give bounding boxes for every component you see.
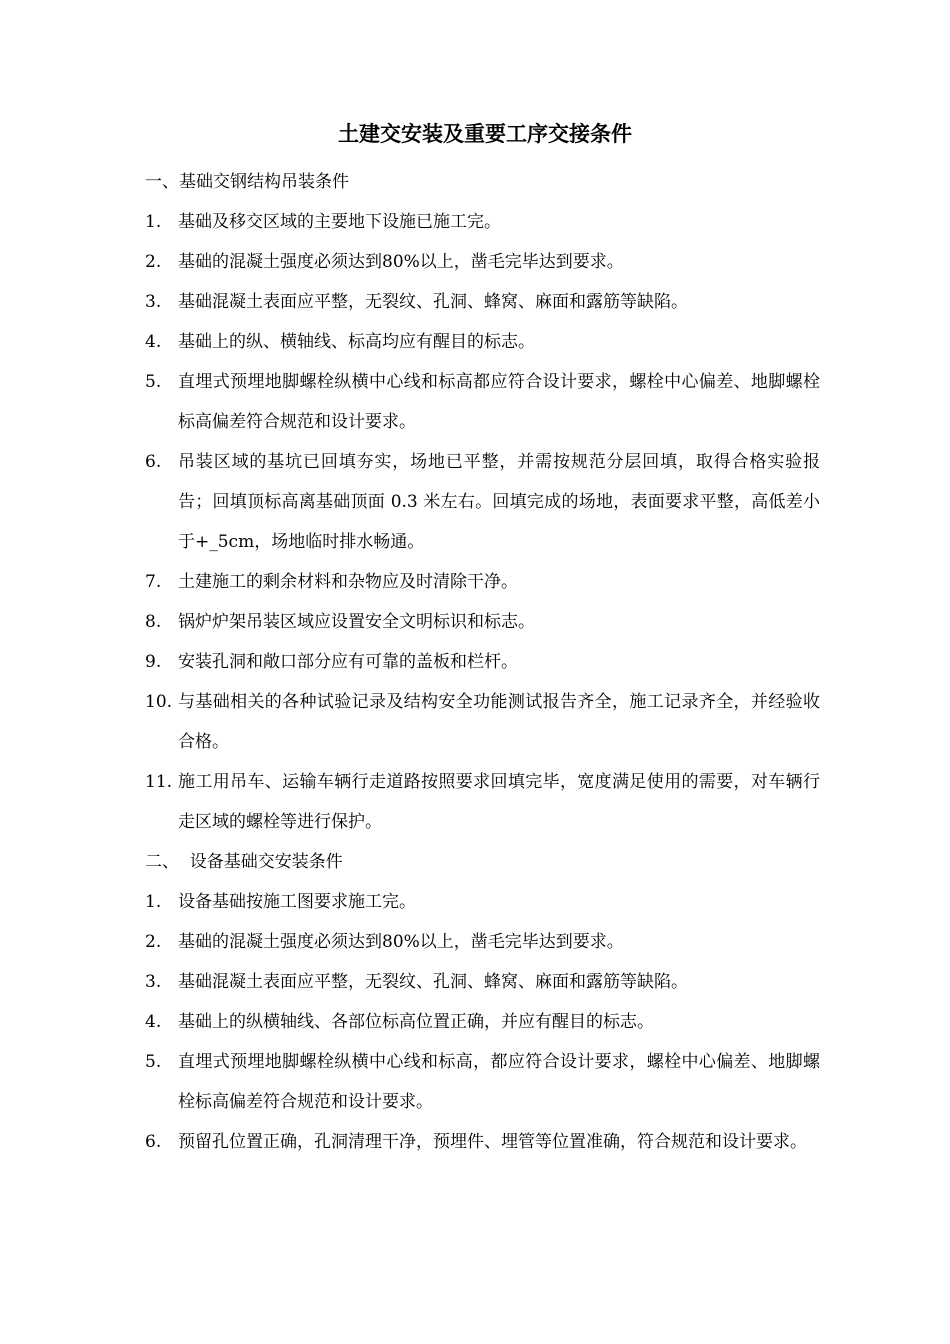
list-item [145,1002,820,1042]
item-number: 3. [145,292,162,312]
item-text: 施工用吊车、运输车辆行走道路按照要求回填完毕，宽度满足使用的需要，对车辆行走区域的螺栓等进行保护。 [178,772,820,832]
list-item [145,642,820,682]
item-number: 1. [145,212,162,232]
section-1 [145,162,820,842]
item-number: 4. [145,332,162,352]
item-number: 5. [145,372,162,392]
item-text: 基础混凝土表面应平整，无裂纹、孔洞、蜂窝、麻面和露筋等缺陷。 [178,292,688,312]
section-heading: 二、 设备基础交安装条件 [145,852,343,872]
item-text: 吊装区域的基坑已回填夯实，场地已平整，并需按规范分层回填，取得合格实验报告；回填顶标高离基础顶面 0.3 米左右。回填完成的场地，表面要求平整，高低差小于+_5cm，场地临时排水畅通。 [178,452,820,552]
item-number: 11. [145,772,173,792]
item-number: 1. [145,892,162,912]
item-text: 与基础相关的各种试验记录及结构安全功能测试报告齐全，施工记录齐全，并经验收合格。 [178,692,820,752]
item-text: 基础上的纵、横轴线、标高均应有醒目的标志。 [178,332,535,352]
list-item [145,242,820,282]
item-number: 3. [145,972,162,992]
list-item [145,1122,820,1162]
item-text: 基础及移交区域的主要地下设施已施工完。 [178,212,501,232]
list-item [145,602,820,642]
item-number: 2. [145,252,162,272]
item-number: 5. [145,1052,162,1072]
list-item [145,882,820,922]
item-text: 基础的混凝土强度必须达到80%以上，凿毛完毕达到要求。 [178,932,624,952]
item-text: 锅炉炉架吊装区域应设置安全文明标识和标志。 [178,612,535,632]
section-heading: 一、基础交钢结构吊装条件 [145,172,349,192]
list-item [145,562,820,602]
document-title: 土建交安装及重要工序交接条件 [338,121,632,146]
item-number: 2. [145,932,162,952]
item-number: 6. [145,1132,162,1152]
item-number: 6. [145,452,162,472]
item-text: 基础混凝土表面应平整，无裂纹、孔洞、蜂窝、麻面和露筋等缺陷。 [178,972,688,992]
list-item [145,442,820,562]
item-text: 安装孔洞和敞口部分应有可靠的盖板和栏杆。 [178,652,518,672]
list-item [145,682,820,762]
section-2 [145,842,820,1162]
item-text: 基础上的纵横轴线、各部位标高位置正确，并应有醒目的标志。 [178,1012,654,1032]
list-item [145,322,820,362]
item-text: 预留孔位置正确，孔洞清理干净，预埋件、埋管等位置准确，符合规范和设计要求。 [178,1132,807,1152]
list-item [145,922,820,962]
list-item [145,362,820,442]
item-number: 10. [145,692,173,712]
item-text: 直埋式预埋地脚螺栓纵横中心线和标高都应符合设计要求，螺栓中心偏差、地脚螺栓标高偏差符合规范和设计要求。 [178,372,820,432]
item-number: 7. [145,572,162,592]
list-item [145,202,820,242]
list-item [145,1042,820,1122]
item-number: 4. [145,1012,162,1032]
list-item [145,282,820,322]
item-text: 直埋式预埋地脚螺栓纵横中心线和标高，都应符合设计要求，螺栓中心偏差、地脚螺栓标高偏差符合规范和设计要求。 [178,1052,820,1112]
list-item [145,762,820,842]
item-text: 设备基础按施工图要求施工完。 [178,892,416,912]
item-text: 土建施工的剩余材料和杂物应及时清除干净。 [178,572,518,592]
item-text: 基础的混凝土强度必须达到80%以上，凿毛完毕达到要求。 [178,252,624,272]
list-item [145,962,820,1002]
item-number: 8. [145,612,162,632]
item-number: 9. [145,652,162,672]
